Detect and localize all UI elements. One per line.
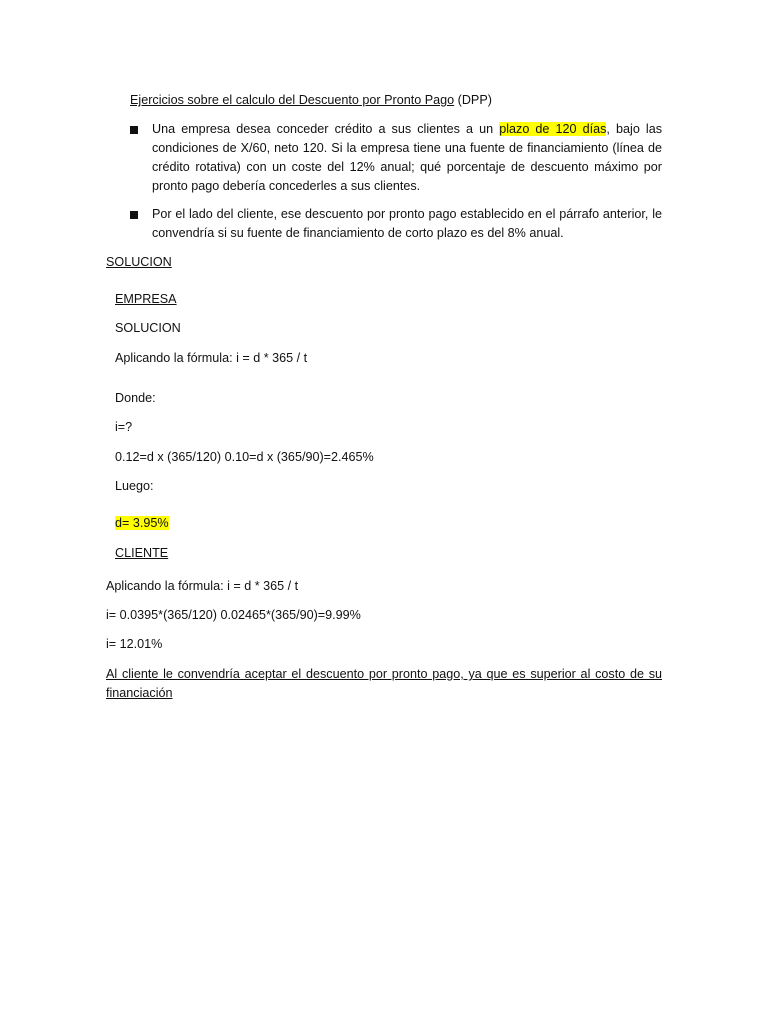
solucion-heading: SOLUCION (106, 255, 172, 269)
bullet-1-before: Una empresa desea conceder crédito a sus clientes a un (152, 122, 500, 136)
empresa-donde: Donde: (115, 391, 156, 405)
bullet-1-text (152, 120, 662, 196)
square-bullet-icon (130, 126, 138, 134)
empresa-luego: Luego: (115, 479, 154, 493)
empresa-result-highlight: d= 3.95% (115, 516, 169, 530)
cliente-calc: i= 0.0395*(365/120) 0.02465*(365/90)=9.99% (106, 608, 361, 622)
empresa-heading: EMPRESA (115, 292, 177, 306)
empresa-calc: 0.12=d x (365/120) 0.10=d x (365/90)=2.465% (115, 450, 374, 464)
document-title (130, 91, 492, 110)
cliente-result: i= 12.01% (106, 637, 163, 651)
bullet-1-after: , bajo las condiciones de X/60, neto 120. Si la empresa tiene una fuente de financiamiento (línea de crédito rotativa) con un coste del 12% anual; qué porcentaje de descuento máximo por pronto pago debería concederles a sus clientes. (152, 122, 663, 193)
bullet-1-highlight: plazo de 120 días (499, 122, 607, 136)
empresa-solucion: SOLUCION (115, 321, 181, 335)
square-bullet-icon (130, 211, 138, 219)
empresa-i-unknown: i=? (115, 420, 133, 434)
conclusion-text: Al cliente le convendría aceptar el descuento por pronto pago, ya que es superior al costo de su financiación (106, 667, 662, 700)
title-underlined: Ejercicios sobre el calculo del Descuento por Pronto Pago (130, 93, 455, 107)
empresa-formula: Aplicando la fórmula: i = d * 365 / t (115, 351, 308, 365)
cliente-formula: Aplicando la fórmula: i = d * 365 / t (106, 579, 299, 593)
cliente-heading: CLIENTE (115, 546, 169, 560)
exercise-bullet-2 (130, 205, 662, 243)
title-suffix: (DPP) (454, 93, 492, 107)
exercise-bullet-1 (130, 120, 662, 196)
bullet-2-text: Por el lado del cliente, ese descuento por pronto pago establecido en el párrafo anterior, le convendría si su fuente de financiamiento de corto plazo es del 8% anual. (152, 207, 662, 240)
empresa-result (115, 514, 169, 533)
